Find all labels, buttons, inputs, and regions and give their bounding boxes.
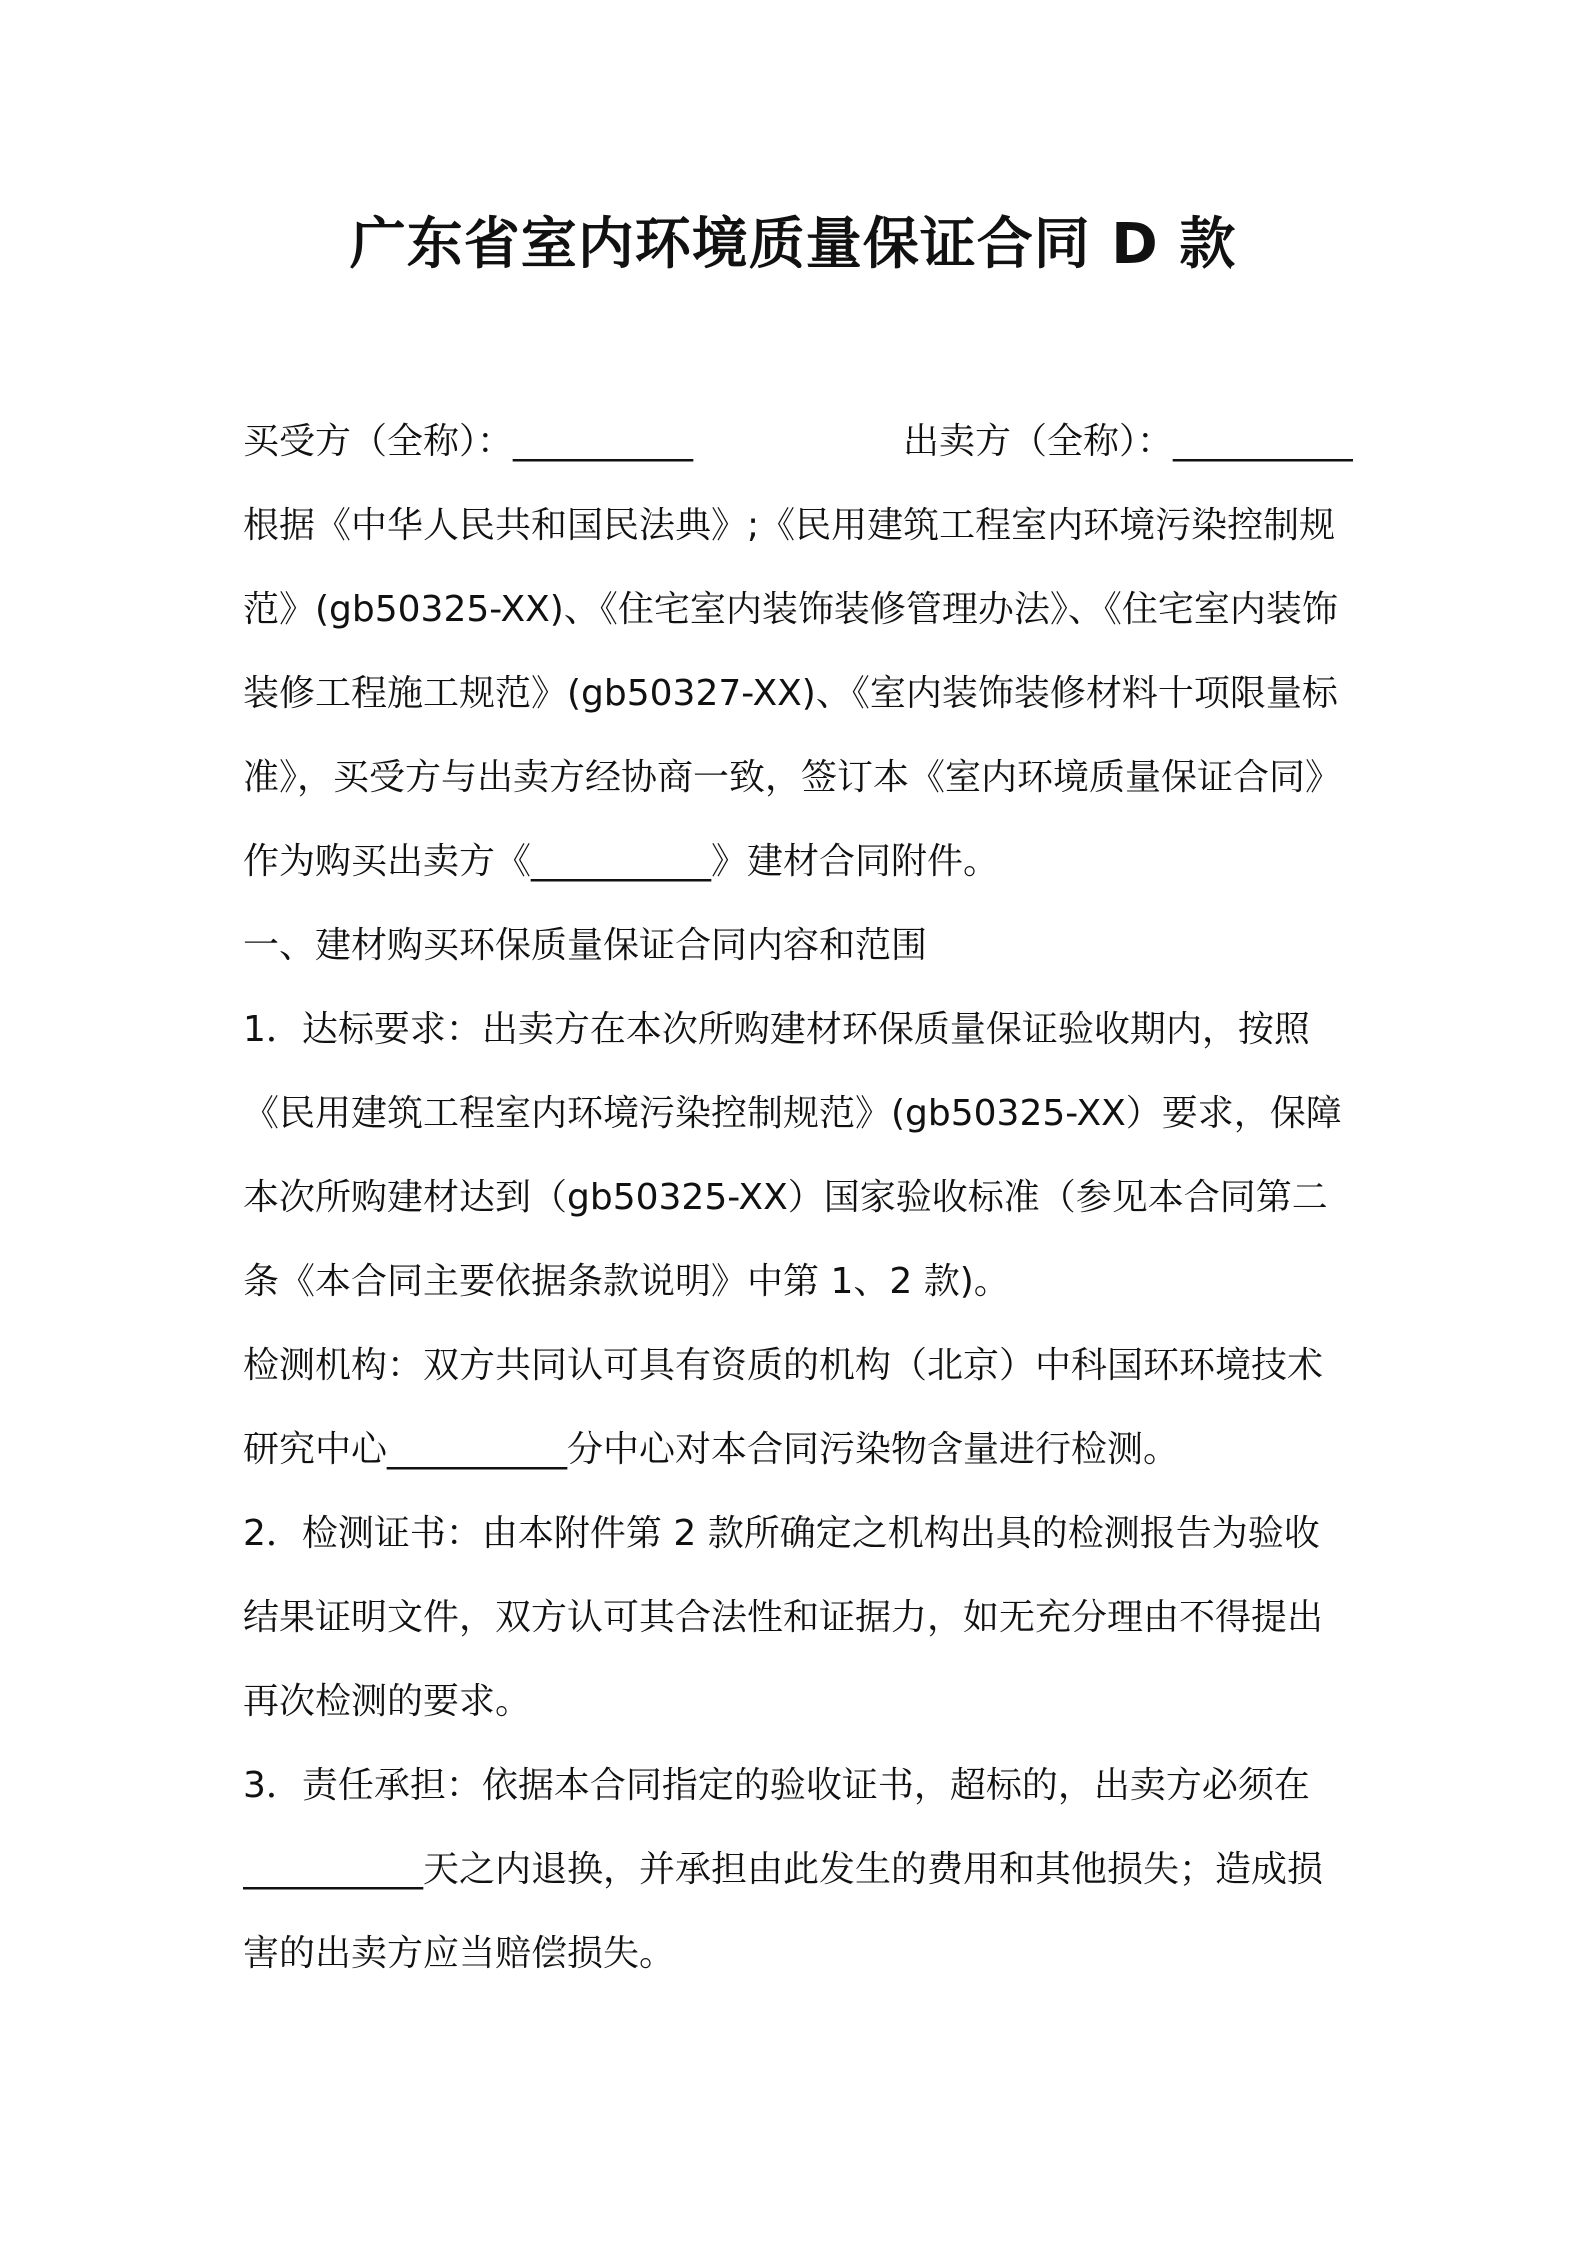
text-line: 准》，买受方与出卖方经协商一致，签订本《室内环境质量保证合同》 [243, 757, 1342, 798]
text-line: 研究中心__________分中心对本合同污染物含量进行检测。 [243, 1429, 1180, 1470]
section-heading: 一、建材购买环保质量保证合同内容和范围 [243, 925, 928, 966]
buyer-field: 买受方（全称）：__________ [243, 421, 694, 462]
text-line: 再次检测的要求。 [243, 1681, 532, 1722]
text-line: 检测机构：双方共同认可具有资质的机构（北京）中科国环环境技术 [243, 1345, 1324, 1386]
text-line: 装修工程施工规范》(gb50327-XX)、《室内装饰装修材料十项限量标 [243, 673, 1338, 714]
text-line: 2．检测证书：由本附件第 2 款所确定之机构出具的检测报告为验收 [243, 1513, 1320, 1554]
text-line: 根据《中华人民共和国民法典》;《民用建筑工程室内环境污染控制规 [243, 505, 1336, 546]
text-line: 条《本合同主要依据条款说明》中第 1、2 款)。 [243, 1261, 1010, 1302]
text-line: 3．责任承担：依据本合同指定的验收证书，超标的，出卖方必须在 [243, 1765, 1310, 1806]
text-line: 《民用建筑工程室内环境污染控制规范》(gb50325-XX）要求，保障 [243, 1093, 1342, 1134]
text-line: 作为购买出卖方《__________》建材合同附件。 [243, 841, 1000, 882]
text-line: 结果证明文件，双方认可其合法性和证据力，如无充分理由不得提出 [243, 1597, 1324, 1638]
text-line: 范》(gb50325-XX)、《住宅室内装饰装修管理办法》、《住宅室内装饰 [243, 589, 1338, 630]
text-line: 害的出卖方应当赔偿损失。 [243, 1933, 676, 1974]
text-line: __________天之内退换，并承担由此发生的费用和其他损失；造成损 [243, 1849, 1324, 1890]
text-line: 本次所购建材达到（gb50325-XX）国家验收标准（参见本合同第二 [243, 1177, 1328, 1218]
document-title: 广东省室内环境质量保证合同 D 款 [349, 212, 1237, 277]
text-line: 1．达标要求：出卖方在本次所购建材环保质量保证验收期内，按照 [243, 1009, 1310, 1050]
parties-line [243, 400, 1353, 484]
seller-field: 出卖方（全称）：__________ [902, 421, 1353, 462]
document-body [243, 400, 1353, 1996]
